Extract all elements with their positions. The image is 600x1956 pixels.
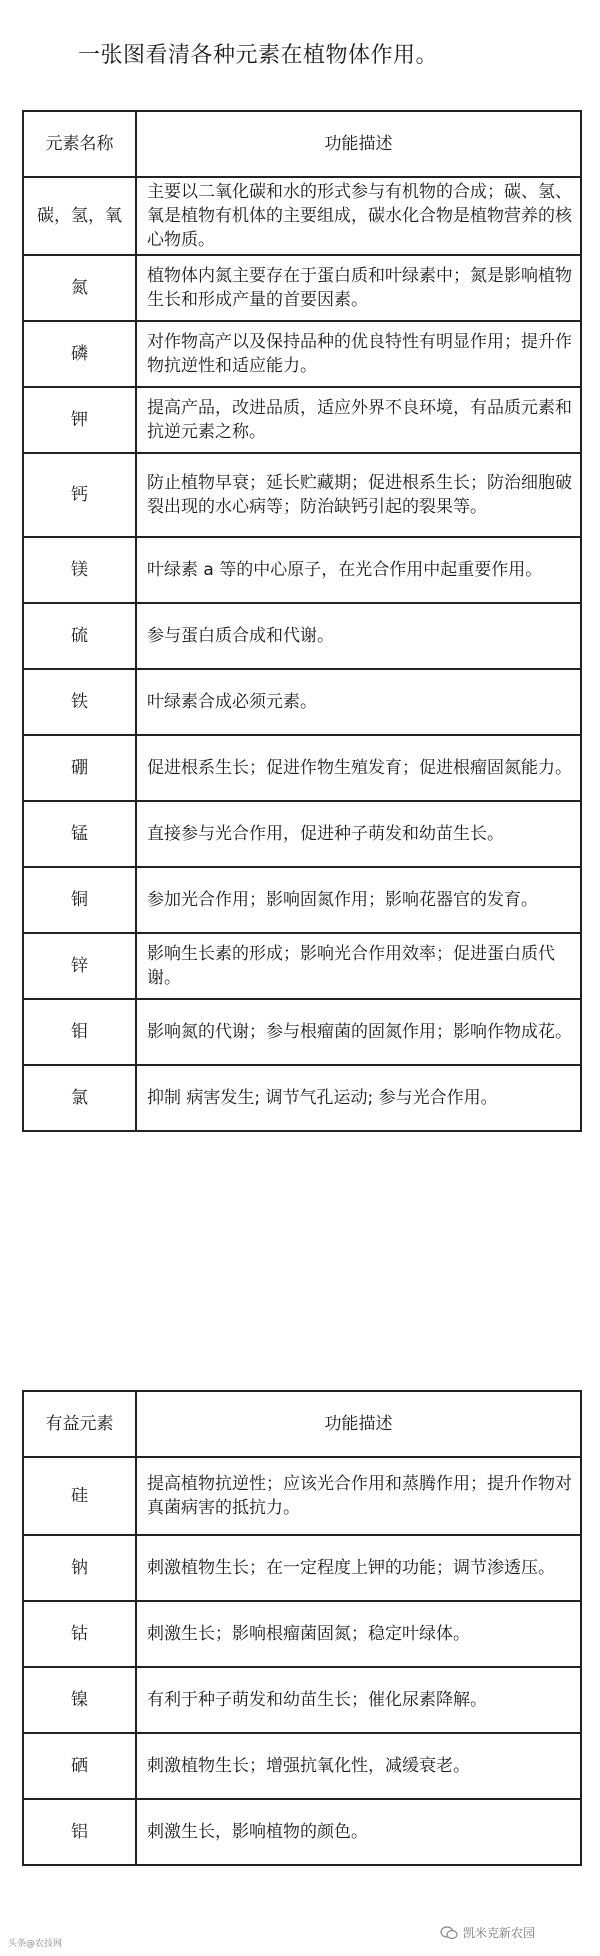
table-row (23, 537, 581, 603)
element-name: 硒 (23, 1733, 136, 1799)
table-row (23, 1457, 581, 1535)
element-description: 对作物高产以及保持品种的优良特性有明显作用；提升作物抗逆性和适应能力。 (136, 321, 581, 387)
watermark-right-text: 凯米克新农园 (463, 1926, 536, 1940)
element-description: 有利于种子萌发和幼苗生长；催化尿素降解。 (136, 1667, 581, 1733)
element-description: 影响氮的代谢；参与根瘤菌的固氮作用；影响作物成花。 (136, 999, 581, 1065)
table-row (23, 801, 581, 867)
table-row (23, 453, 581, 537)
element-name: 磷 (23, 321, 136, 387)
table-header-row (23, 111, 581, 177)
element-name: 铝 (23, 1799, 136, 1865)
column-header-description: 功能描述 (136, 111, 581, 177)
element-name: 碳，氢，氧 (23, 177, 136, 255)
element-description: 叶绿素合成必须元素。 (136, 669, 581, 735)
element-name: 硼 (23, 735, 136, 801)
table-row (23, 177, 581, 255)
element-description: 影响生长素的形成；影响光合作用效率；促进蛋白质代谢。 (136, 933, 581, 999)
table-row (23, 1601, 581, 1667)
element-description: 刺激生长，影响植物的颜色。 (136, 1799, 581, 1865)
element-name: 铁 (23, 669, 136, 735)
element-description: 促进根系生长；促进作物生殖发育；促进根瘤固氮能力。 (136, 735, 581, 801)
element-description: 防止植物早衰；延长贮藏期；促进根系生长；防治细胞破裂出现的水心病等；防治缺钙引起的裂果等。 (136, 453, 581, 537)
column-header-element: 有益元素 (23, 1391, 136, 1457)
essential-elements-table (22, 110, 582, 1132)
element-name: 铜 (23, 867, 136, 933)
element-name: 氮 (23, 255, 136, 321)
element-description: 主要以二氧化碳和水的形式参与有机物的合成；碳、氢、氧是植物有机体的主要组成，碳水化合物是植物营养的核心物质。 (136, 177, 581, 255)
element-description: 植物体内氮主要存在于蛋白质和叶绿素中；氮是影响植物生长和形成产量的首要因素。 (136, 255, 581, 321)
table-row (23, 735, 581, 801)
element-name: 镁 (23, 537, 136, 603)
table-row (23, 1065, 581, 1131)
element-name: 硅 (23, 1457, 136, 1535)
table-row (23, 669, 581, 735)
column-header-element: 元素名称 (23, 111, 136, 177)
table-row (23, 1799, 581, 1865)
element-description: 提高植物抗逆性；应该光合作用和蒸腾作用；提升作物对真菌病害的抵抗力。 (136, 1457, 581, 1535)
table-row (23, 603, 581, 669)
element-description: 参加光合作用；影响固氮作用；影响花器官的发育。 (136, 867, 581, 933)
element-name: 硫 (23, 603, 136, 669)
element-description: 刺激植物生长；在一定程度上钾的功能；调节渗透压。 (136, 1535, 581, 1601)
element-name: 锰 (23, 801, 136, 867)
element-name: 钼 (23, 999, 136, 1065)
element-description: 刺激生长；影响根瘤菌固氮；稳定叶绿体。 (136, 1601, 581, 1667)
element-name: 钠 (23, 1535, 136, 1601)
element-description: 直接参与光合作用，促进种子萌发和幼苗生长。 (136, 801, 581, 867)
table-row (23, 387, 581, 453)
table-row (23, 867, 581, 933)
table-header-row (23, 1391, 581, 1457)
page-title: 一张图看清各种元素在植物体作用。 (78, 43, 439, 68)
element-name: 锌 (23, 933, 136, 999)
element-name: 钴 (23, 1601, 136, 1667)
element-name: 镍 (23, 1667, 136, 1733)
element-description: 参与蛋白质合成和代谢。 (136, 603, 581, 669)
table-row (23, 1733, 581, 1799)
wechat-icon (440, 1926, 458, 1940)
table-row (23, 1667, 581, 1733)
table-row (23, 999, 581, 1065)
table-row (23, 255, 581, 321)
element-name: 钙 (23, 453, 136, 537)
element-description: 抑制 病害发生; 调节气孔运动; 参与光合作用。 (136, 1065, 581, 1131)
element-description: 刺激植物生长；增强抗氧化性，减缓衰老。 (136, 1733, 581, 1799)
element-description: 提高产品，改进品质，适应外界不良环境，有品质元素和抗逆元素之称。 (136, 387, 581, 453)
element-name: 氯 (23, 1065, 136, 1131)
table-row (23, 1535, 581, 1601)
element-name: 钾 (23, 387, 136, 453)
watermark-right (440, 1924, 535, 1941)
watermark-left: 头条@农技网 (8, 1939, 63, 1949)
beneficial-elements-table (22, 1390, 582, 1866)
table-row (23, 933, 581, 999)
column-header-description: 功能描述 (136, 1391, 581, 1457)
table-row (23, 321, 581, 387)
element-description: 叶绿素 a 等的中心原子，在光合作用中起重要作用。 (136, 537, 581, 603)
